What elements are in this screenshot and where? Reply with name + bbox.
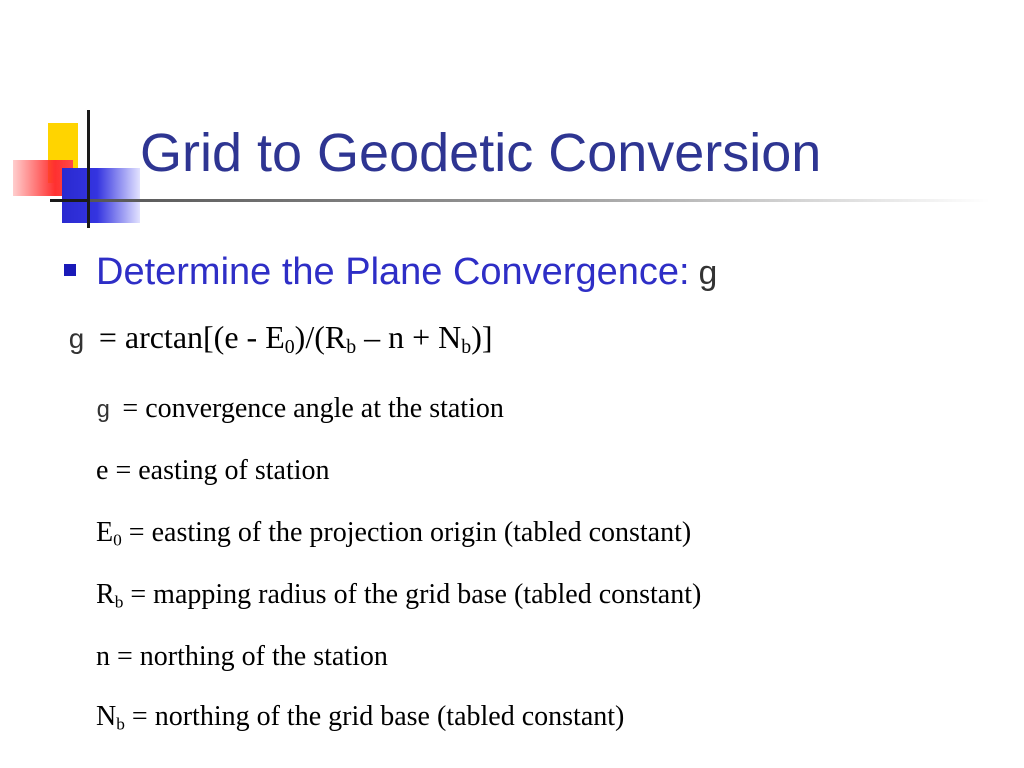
formula-suffix: )] — [471, 319, 493, 355]
bullet-text: Determine the Plane Convergence: — [96, 251, 690, 293]
definition-gamma — [96, 394, 504, 425]
formula-sub-3: b — [461, 335, 472, 358]
page-title: Grid to Geodetic Conversion — [140, 123, 822, 183]
bullet-square-icon — [64, 264, 76, 276]
definition-sub: 0 — [113, 530, 122, 550]
bullet-item — [64, 252, 718, 295]
formula-symbol: g — [68, 326, 85, 357]
definition-nb — [96, 702, 624, 733]
logo-vertical-line — [87, 110, 90, 228]
definition-symbol: g — [96, 398, 111, 425]
definition-n — [96, 642, 388, 673]
formula-mid-2: – n + N — [356, 319, 462, 355]
definition-text: = convergence angle at the station — [122, 393, 504, 424]
formula-sub-1: 0 — [284, 335, 295, 358]
definition-sub: b — [114, 592, 124, 612]
definition-var: R — [96, 579, 115, 610]
definition-sub: b — [116, 714, 125, 734]
title-underline-rule — [90, 199, 990, 202]
definition-var: e — [96, 455, 109, 486]
convergence-formula — [68, 320, 493, 358]
definition-text: = northing of the station — [110, 641, 388, 672]
formula-mid-1: )/(R — [294, 319, 347, 355]
definition-rb — [96, 580, 701, 611]
logo-blue-square — [62, 168, 140, 223]
definition-text: = easting of station — [108, 455, 330, 486]
definition-var: N — [96, 701, 117, 732]
definition-e0 — [96, 518, 691, 549]
formula-sub-2: b — [346, 335, 357, 358]
definition-var: E — [96, 517, 114, 548]
definition-e — [96, 456, 330, 487]
definition-text: = mapping radius of the grid base (tabled constant) — [123, 579, 702, 610]
bullet-symbol: g — [697, 257, 718, 295]
formula-prefix: = arctan[(e - E — [98, 319, 285, 355]
definition-var: n — [96, 641, 110, 672]
definition-text: = northing of the grid base (tabled constant) — [124, 701, 625, 732]
definition-text: = easting of the projection origin (tabled constant) — [121, 517, 692, 548]
